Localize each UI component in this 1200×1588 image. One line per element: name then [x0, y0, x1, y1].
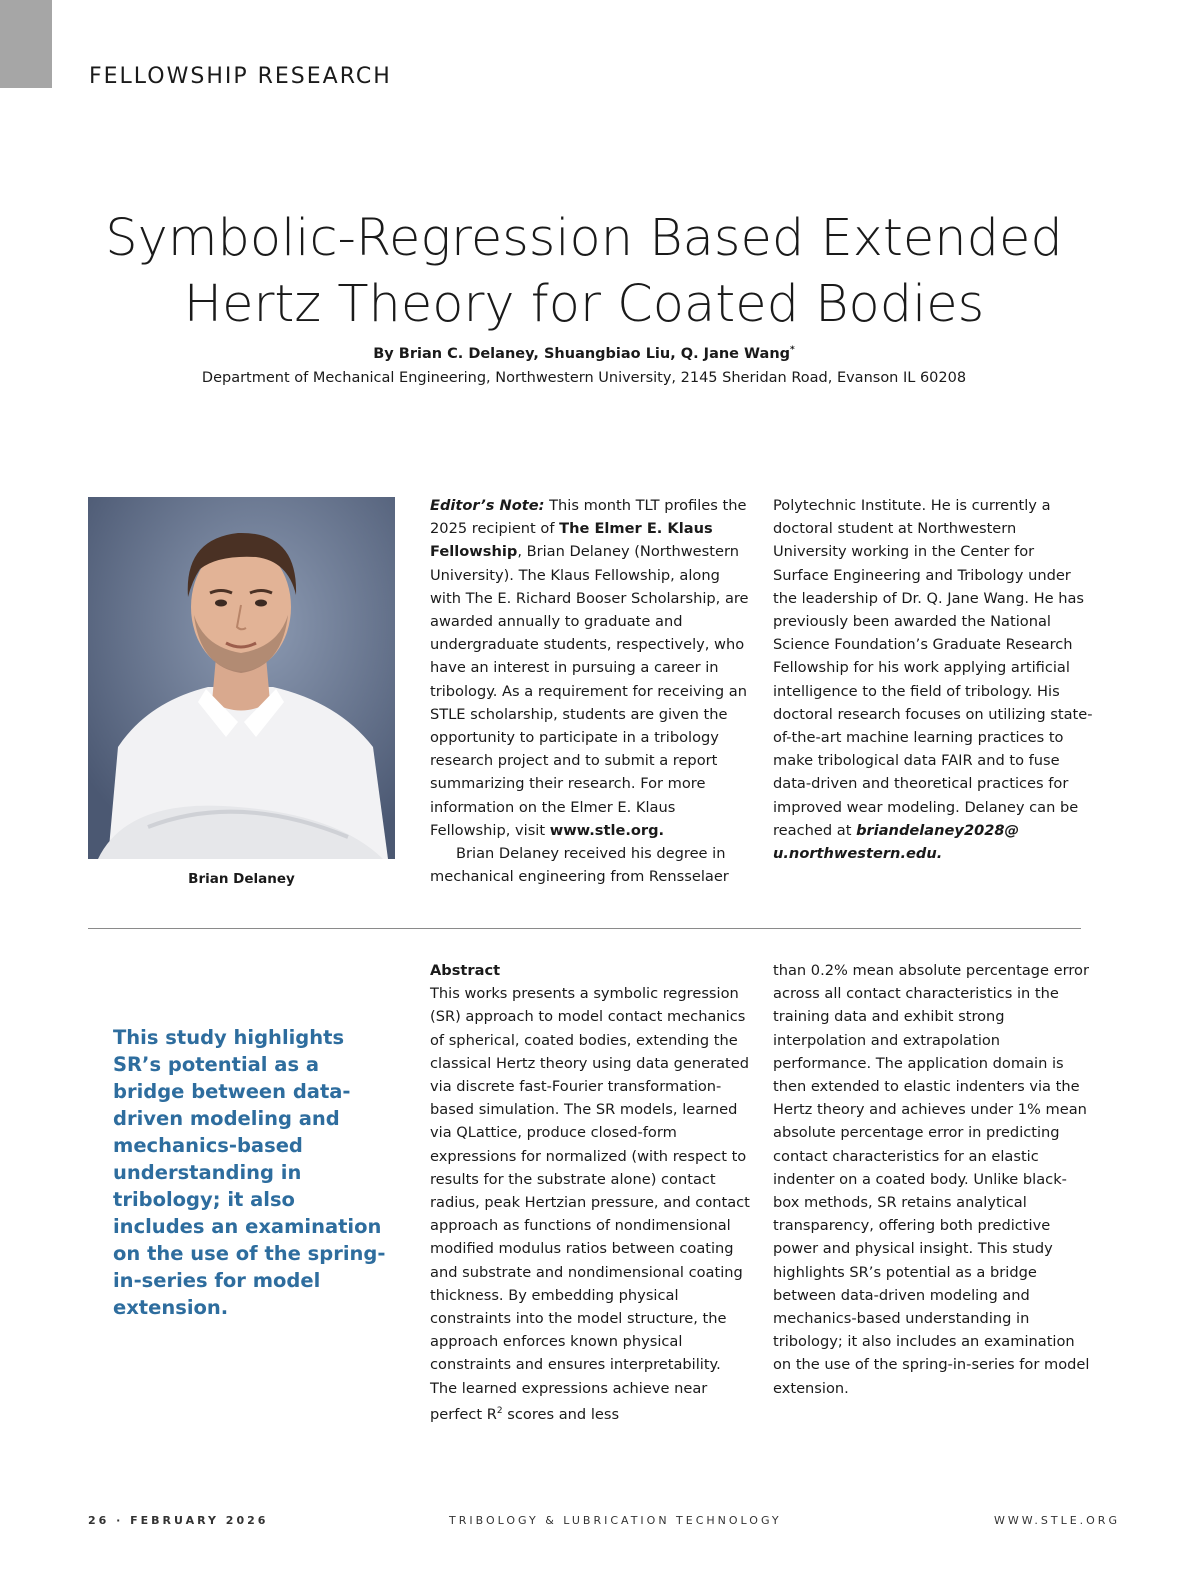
byline — [0, 345, 1168, 362]
portrait-photo — [88, 497, 395, 859]
photo-caption: Brian Delaney — [188, 871, 295, 887]
stle-website-link[interactable]: www.stle.org. — [549, 821, 665, 839]
title-line-1: Symbolic-Regression Based Extended — [105, 209, 1063, 268]
footer-page-date — [88, 1514, 268, 1527]
contact-email-link[interactable]: briandelaney2028@ u.northwestern.edu. — [773, 821, 1020, 863]
footer-website[interactable]: WWW.STLE.ORG — [994, 1514, 1120, 1527]
abstract-text-a: This works presents a symbolic regression (SR) approach to model contact mechanics of spherical, coated bodies, extending the classical Hertz theory using data generated via discrete fast-Fourier transformation-based simulation. The SR models, learned via QLattice, produce closed-form expressions for normalized (with respect to results for the substrate alone) contact radius, peak Hertzian pressure, and contact approach as functions of nondimensional modified modulus ratios between coating and substrate and nondimensional coating thickness. By embedding physical constraints into the model structure, the approach enforces known physical constraints and ensures interpretability. The learned expressions achieve near perfect R — [430, 985, 750, 1423]
profile-column-1 — [430, 494, 750, 888]
abstract-paragraph-continued: than 0.2% mean absolute percentage error across all contact characteristics in the training data and exhibit strong interpolation and extrapolation performance. The application domain is then extended to elastic indenters via the Hertz theory and achieves under 1% mean absolute percentage error in predicting contact characteristics for an elastic indenter on a coated body. Unlike black-box methods, SR retains analytical transparency, offering both predictive power and physical insight. This study highlights SR’s potential as a bridge between data-driven modeling and mechanics-based understanding in tribology; it also includes an examination on the use of the spring-in-series for model extension. — [773, 962, 1090, 1397]
byline-authors: By Brian C. Delaney, Shuangbiao Liu, Q. Jane Wang — [373, 345, 791, 362]
section-divider — [88, 928, 1081, 929]
corresponding-author-mark: * — [790, 345, 795, 355]
footer-page-info: 26 · FEBRUARY 2026 — [88, 1514, 269, 1527]
fellowship-name: The Elmer E. Klaus Fellowship — [430, 520, 713, 561]
bio-paragraph-start: Brian Delaney received his degree in mechanical engineering from Rensselaer — [430, 845, 729, 886]
abstract-column-2 — [773, 959, 1093, 1400]
superscript-two: 2 — [496, 1405, 503, 1416]
editors-note-paragraph — [430, 494, 750, 842]
editors-note-text-a: This month TLT profiles the 2025 recipient of — [430, 497, 747, 538]
abstract-text-b: scores and less — [502, 1405, 620, 1423]
article-title — [0, 206, 1168, 338]
bio-paragraph-continued — [773, 494, 1093, 865]
abstract-column-1 — [430, 959, 750, 1426]
profile-column-2 — [773, 494, 1093, 865]
affiliation: Department of Mechanical Engineering, Northwestern University, 2145 Sheridan Road, Evanson IL 60208 — [201, 370, 967, 386]
editors-note-label: Editor’s Note: — [430, 497, 545, 514]
section-label: FELLOWSHIP RESEARCH — [89, 64, 392, 89]
bio-text: Polytechnic Institute. He is currently a doctoral student at Northwestern University working in the Center for Surface Engineering and Tribology under the leadership of Dr. Q. Jane Wang. He has previously been awarded the National Science Foundation’s Graduate Research Fellowship for his work applying artificial intelligence to the field of tribology. His doctoral research focuses on utilizing state-of-the-art machine learning practices to make tribological data FAIR and to fuse data-driven and theoretical practices for improved wear modeling. Delaney can be reached at — [773, 497, 1093, 839]
editors-note-text-b: , Brian Delaney (Northwestern University). The Klaus Fellowship, along with The E. Richard Booser Scholarship, are awarded annually to graduate and undergraduate students, respectively, who have an interest in pursuing a career in tribology. As a requirement for receiving an STLE scholarship, students are given the opportunity to participate in a tribology research project and to submit a report summarizing their research. For more information on the Elmer E. Klaus Fellowship, visit — [430, 543, 749, 839]
footer-publication: TRIBOLOGY & LUBRICATION TECHNOLOGY — [449, 1514, 782, 1527]
title-line-2: Hertz Theory for Coated Bodies — [183, 275, 985, 334]
pull-quote: This study highlights SR’s potential as a bridge between data-driven modeling and mechanics-based understanding in tribology; it also includes an examination on the use of the spring-in-series for model extension. — [113, 1026, 386, 1319]
abstract-heading: Abstract — [430, 962, 501, 979]
section-color-tab — [0, 0, 52, 88]
portrait-illustration — [88, 497, 395, 859]
abstract-paragraph — [430, 982, 750, 1426]
